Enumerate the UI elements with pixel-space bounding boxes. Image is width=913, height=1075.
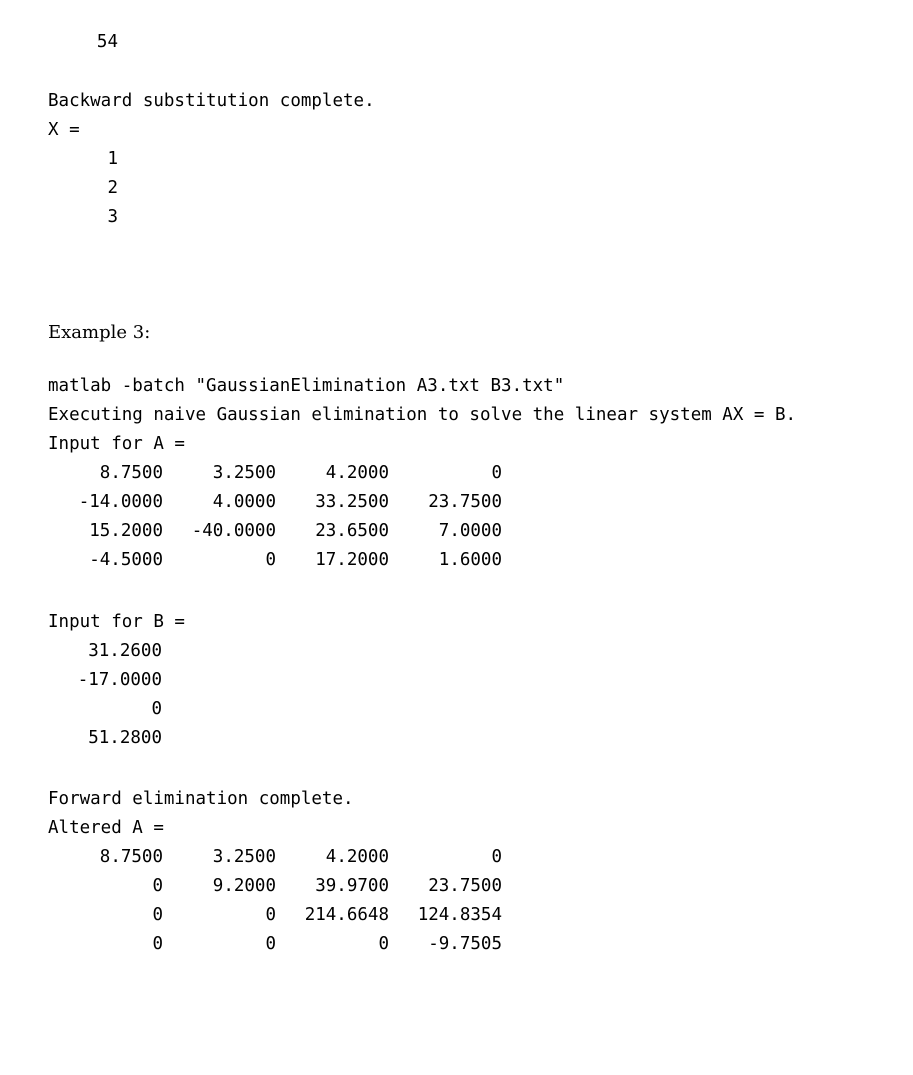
matrix-cell: -9.7505 (428, 934, 502, 954)
matrix-a-row (48, 546, 508, 575)
vector-cell: 51.2800 (88, 728, 162, 748)
x-vector-value: 2 (107, 178, 118, 198)
x-vector-row (48, 145, 118, 174)
matrix-cell: 9.2000 (212, 876, 276, 896)
matrix-cell: 33.2500 (315, 492, 389, 512)
example-heading: Example 3: (48, 322, 151, 343)
matrix-cell: 0 (152, 905, 163, 925)
matrix-cell: -4.5000 (89, 550, 163, 570)
altered-a-row (48, 930, 508, 959)
vector-cell: -17.0000 (77, 670, 162, 690)
altered-a-label: Altered A = (48, 818, 164, 838)
matrix-a-row (48, 459, 508, 488)
previous-output-value: 54 (96, 32, 118, 52)
matrix-cell: 0 (265, 550, 276, 570)
matrix-cell: 0 (378, 934, 389, 954)
matrix-cell: 0 (152, 934, 163, 954)
previous-output-value-row (48, 28, 118, 57)
executing-message: Executing naive Gaussian elimination to solve the linear system AX = B. (48, 405, 797, 425)
matrix-cell: 4.2000 (325, 847, 389, 867)
matrix-cell: 8.7500 (99, 847, 163, 867)
x-label: X = (48, 120, 80, 140)
matrix-a-row (48, 517, 508, 546)
vector-cell: 0 (151, 699, 162, 719)
vector-b-row (48, 637, 168, 666)
matrix-cell: -40.0000 (191, 521, 276, 541)
backward-substitution-message: Backward substitution complete. (48, 91, 375, 111)
matrix-cell: 15.2000 (89, 521, 163, 541)
vector-b-row (48, 666, 168, 695)
matrix-cell: 3.2500 (212, 463, 276, 483)
x-vector-row (48, 174, 118, 203)
matrix-cell: 0 (265, 905, 276, 925)
vector-cell: 31.2600 (88, 641, 162, 661)
vector-b-row (48, 695, 168, 724)
matrix-cell: 23.6500 (315, 521, 389, 541)
matrix-cell: 0 (265, 934, 276, 954)
input-b-label: Input for B = (48, 612, 185, 632)
matrix-a-row (48, 488, 508, 517)
matrix-cell: 0 (152, 876, 163, 896)
matrix-cell: 4.2000 (325, 463, 389, 483)
x-vector-row (48, 203, 118, 232)
matrix-cell: 8.7500 (99, 463, 163, 483)
matrix-cell: 214.6648 (304, 905, 389, 925)
forward-elimination-message: Forward elimination complete. (48, 789, 354, 809)
matrix-cell: 23.7500 (428, 876, 502, 896)
matrix-cell: 23.7500 (428, 492, 502, 512)
matrix-cell: -14.0000 (78, 492, 163, 512)
vector-b-row (48, 724, 168, 753)
matrix-cell: 4.0000 (212, 492, 276, 512)
matrix-cell: 39.9700 (315, 876, 389, 896)
altered-a-row (48, 872, 508, 901)
matrix-cell: 17.2000 (315, 550, 389, 570)
matrix-cell: 7.0000 (438, 521, 502, 541)
x-vector-value: 3 (107, 207, 118, 227)
matrix-cell: 1.6000 (438, 550, 502, 570)
altered-a-row (48, 901, 508, 930)
input-a-label: Input for A = (48, 434, 185, 454)
matrix-cell: 0 (491, 847, 502, 867)
command-line: matlab -batch "GaussianElimination A3.txt B3.txt" (48, 376, 565, 396)
x-vector-value: 1 (107, 149, 118, 169)
matrix-cell: 3.2500 (212, 847, 276, 867)
altered-a-row (48, 843, 508, 872)
matrix-cell: 124.8354 (417, 905, 502, 925)
matrix-cell: 0 (491, 463, 502, 483)
